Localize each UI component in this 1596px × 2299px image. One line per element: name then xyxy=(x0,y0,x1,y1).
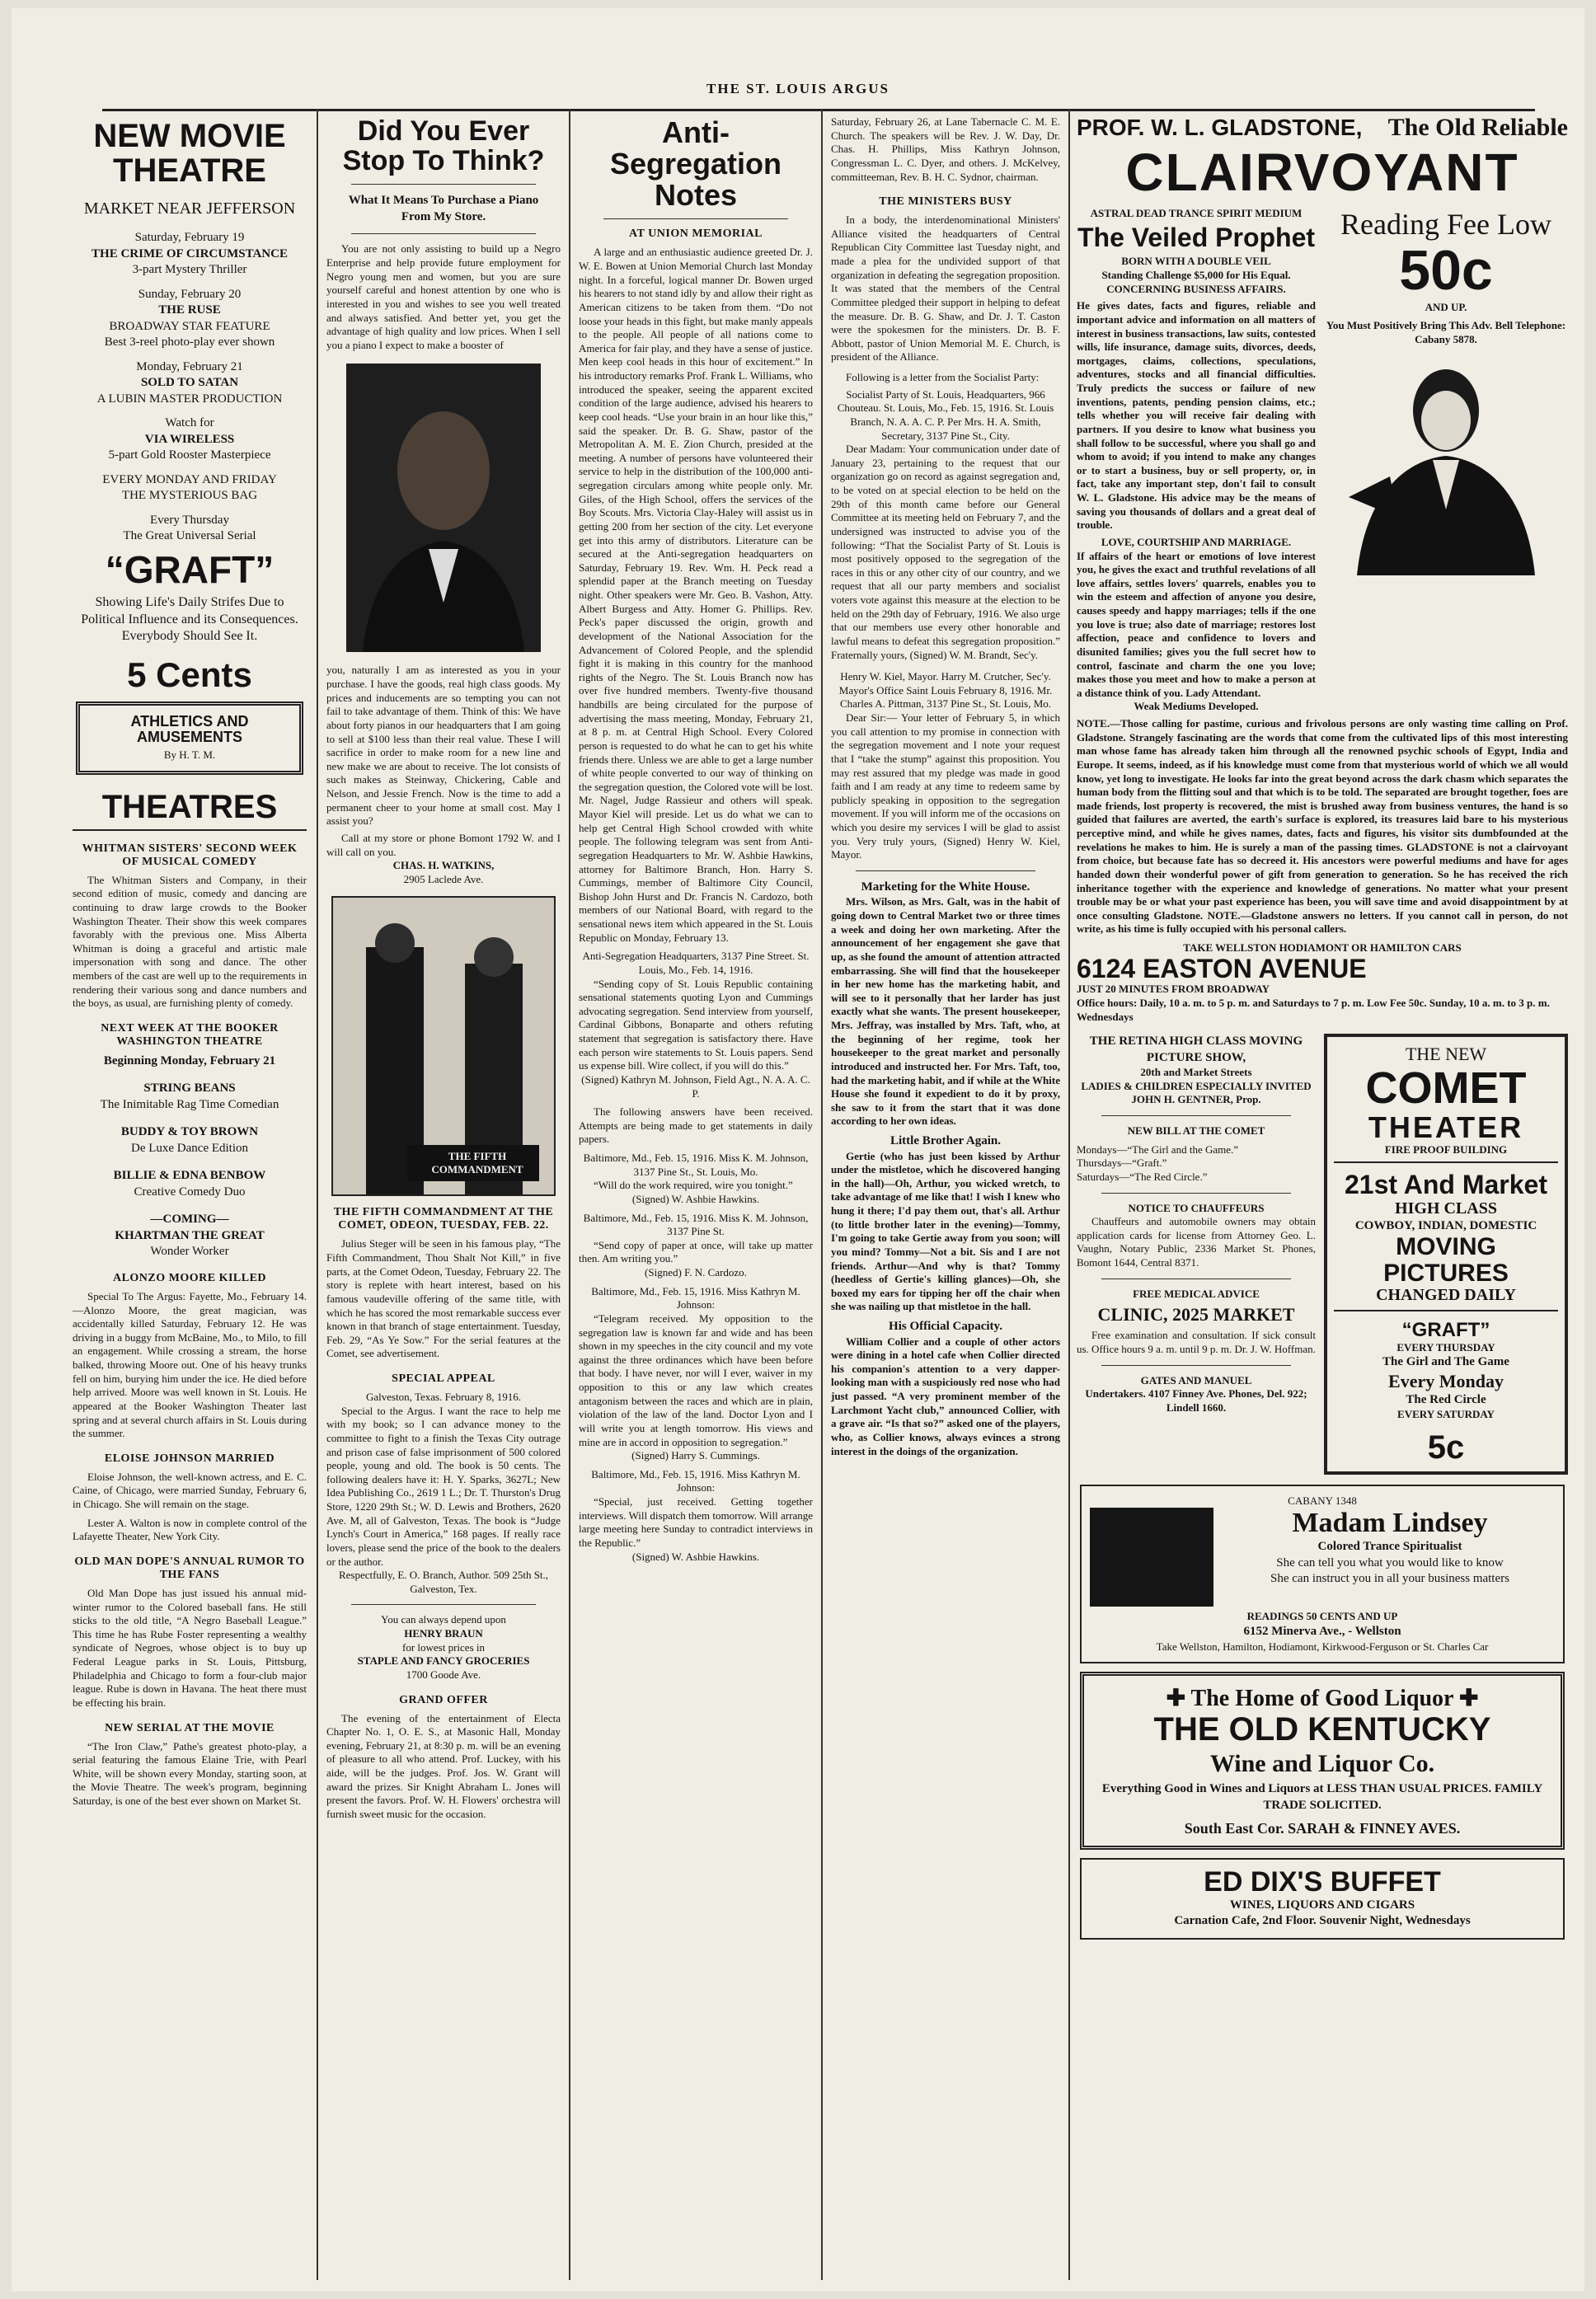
khartman-desc: Wonder Worker xyxy=(150,1245,229,1259)
newspaper-page xyxy=(12,8,1584,2292)
program-date: Sunday, February 20 xyxy=(138,287,242,301)
program-date: Monday, February 21 xyxy=(136,359,243,373)
lower-ads xyxy=(1077,1034,1568,1475)
appeal-dateline: Galveston, Texas. February 8, 1916. xyxy=(365,1391,522,1403)
challenge: Standing Challenge $5,000 for His Equal. CONCERNING BUSINESS AFFAIRS. xyxy=(1101,269,1291,295)
reading-fee-label: Reading Fee Low xyxy=(1340,208,1551,242)
coming-label: —COMING— xyxy=(150,1213,229,1227)
serial-line: The Great Universal Serial xyxy=(123,529,256,542)
reply-body: “Send copy of paper at once, will take up matter then. Am writing you.” xyxy=(579,1238,813,1265)
hq-line: Anti-Segregation Headquarters, 3137 Pine Street. St. Louis, Mo., Feb. 14, 1916. xyxy=(582,950,810,976)
ed-dix-ad xyxy=(1080,1858,1565,1940)
gladstone-portrait xyxy=(1340,353,1568,579)
next-week-date: Beginning Monday, February 21 xyxy=(103,1053,276,1067)
alonzo-body: Special To The Argus: Fayette, Mo., February 14.—Alonzo Moore, the great magician, was accidentally killed Saturday, February 12. He was driving in a buggy from McBaine, Mo., to Milo, to fill an engagement. While crossing a stream, the horse balked, throwing Moore out. One of his heavy trunks fell on him, burying him under the ice. He died before help arrived. Moore was well known in St. Louis. He appeared at the Booker Washington Theater last spring and at several church affairs in St. Louis during the summer. xyxy=(73,1289,307,1440)
comet-every-monday: Every Monday xyxy=(1388,1370,1504,1391)
clinic-body: Free examination and consultation. If sick consult us. Office hours 9 a. m. until 9 p. m. Dr. J. W. Hoffman. xyxy=(1077,1329,1316,1355)
grand-offer-heading: GRAND OFFER xyxy=(399,1693,488,1706)
kentucky-everything: Everything Good in Wines and Liquors at LESS THAN USUAL PRICES. FAMILY TRADE SOLICITED. xyxy=(1101,1782,1543,1812)
ministers-body: In a body, the interdenominational Ministers' Alliance visited the headquarters of Central Republican City Committee last Tuesday night, and made a plea for the undivided support of that organization in defeating the segregation proposition. It was stated that the members of the Central Committee pledged their support in helping to defeat the measure. Dr. B. G. Shaw, and Dr. J. T. Caston were the spokesmen for the ministers. Dr. B. F. Abbott, pastor of Union Memorial M. E. Church, is president of the Alliance. xyxy=(831,213,1060,364)
comet-name: COMET xyxy=(1365,1063,1527,1114)
piano-ad-body-1: You are not only assisting to build up a Negro Enterprise and help provide future employment for Negro young men and women, but you are sure yourself careful and honest attention by one who is interested in you and wishes to see you well treated and always satisfied. And better yet, you get the advantage of high quality and low prices. When I sell you a piano I expect to make a booster of xyxy=(326,242,561,351)
astral-line: ASTRAL DEAD TRANCE SPIRIT MEDIUM xyxy=(1090,207,1303,220)
comet-theater-ad xyxy=(1324,1034,1568,1475)
program-note: BROADWAY STAR FEATURE xyxy=(109,319,270,333)
column-2 xyxy=(320,109,567,2280)
comet-changed: CHANGED DAILY xyxy=(1334,1286,1558,1311)
whitman-body: The Whitman Sisters and Company, in their second edition of music, comedy and dancing are continuing to draw large crowds to the Booker Washington Theater. Their show this week compares favorably with the previous one. Miss Alberta Whitman is doing a graceful and artistic male impersonation with song and dance. The other members of the cast are well up to the requirements in rendering their various song and dance numbers and the boys, as usual, are furnishing plenty of comedy. xyxy=(73,873,307,1010)
eloise-heading: ELOISE JOHNSON MARRIED xyxy=(104,1452,275,1465)
comet-theater-word: THEATER xyxy=(1368,1110,1524,1144)
veiled-prophet: The Veiled Prophet xyxy=(1077,222,1316,252)
letter-head: Socialist Party of St. Louis, Headquarters, 966 Chouteau. St. Louis, Mo., Feb. 15, 1916. St. Louis Branch, N. A. A. C. P. Per Mrs. H. A. Smith, Secretary, 3137 Pine St., City. xyxy=(837,387,1054,442)
anti-segregation-title: Anti-Segregation Notes xyxy=(609,115,782,212)
athletics-byline: By H. T. M. xyxy=(163,748,216,762)
braun-line-2: HENRY BRAUN xyxy=(404,1627,483,1640)
movie-theatre-title: NEW MOVIE THEATRE xyxy=(93,118,286,189)
comet-high-class: HIGH CLASS xyxy=(1395,1199,1497,1218)
act-item xyxy=(73,1168,307,1200)
program-note: A LUBIN MASTER PRODUCTION xyxy=(96,392,283,406)
column-rule xyxy=(569,109,570,2280)
portrait-illustration xyxy=(346,364,541,652)
old-reliable: The Old Reliable xyxy=(1387,114,1568,141)
program-item xyxy=(73,359,307,408)
letter-body: Dear Madam: Your communication under date of January 23, pertaining to the request that our organization go on record as against segregation and, to be voted on at special election to be held on the 29th of this month came before our General Committee at its meeting held on February 7, and the undersigned was instructed to advise you of the following: “That the Socialist Party of St. Louis is most positively opposed to the segregation of the races in this or any other city of our country, and we request that all our party members and socialist voters vote against this measure at the election to be held on the 29th day of February, 1916. We also urge that our members use every other honorable and lawful means to defeat this segregation proposition.” Fraternally yours, (Signed) W. M. Brandt, Sec'y. xyxy=(831,443,1060,661)
act-name: BUDDY & TOY BROWN xyxy=(120,1125,259,1139)
letter-intro: Following is a letter from the Socialist Party: xyxy=(846,371,1040,383)
comet-corner: 21st And Market xyxy=(1345,1170,1547,1200)
athletics-box xyxy=(76,701,303,774)
meeting-intro: Saturday, February 26, at Lane Tabernacle C. M. E. Church. The speakers will be Rev. J. W. Day, Dr. Chas. H. Phillips, Miss Kathryn Johnson, Congressman L. C. Dyer, and others. J. McKelvey, committeeman, Rev. B. H. C. Sydnor, chairman. xyxy=(831,115,1060,183)
anti-segregation-body: A large and an enthusiastic audience greeted Dr. J. W. E. Bowen at Union Memorial Church last Monday night. In a forceful, logical manner Dr. Bowen urged his hearers to not stand idly by and allow their right as American citizens to be taken from them. “Do not loose your heads in this fight, but make manly appeals to the people. All people of all nations come to America for fair play, and they have a sense of justice. Men keep cool heads in this hour of excitement.” In his introductory remarks Prof. Frank L. Williams, who introduced the speaker, seeing the apparent excited condition of the large audience, advised his hearers to keep cool heads. “Use your brain in an hour like this,” said the speaker. Dr. B. G. Shaw, pastor of the Metropolitan A. M. E. Zion Church, presided at the meeting. A number of persons have volunteered their service to help in the distribution of the 100,000 anti-segregation circulars among white people only. Mr. Giles, of the High School, offers the services of the Boy Scouts. Mrs. Victoria Clay-Haley will assist us in getting 200 from her section of the city. Let everyone get into this army of distributors. Literature can be secured at the Anti-segregation headquarters on Saturday, February 19. Rev. Wm. H. Peck read a splendid paper at the Branch meeting on Tuesday night. Other speakers were Mr. Geo. B. Vashon, Atty. Albert Burgess and Atty. Homer G. Phillips. Rev. Peck's paper discussed the origin, growth and development of the National Association for the Advancement of Colored People, and the splendid fight it is making in this country for the manhood rights of the Negro. The St. Louis Branch now has over five hundred members. Twenty-five thousand handbills are being circulated for the purpose of advertising the mass meeting, Monday, February 21, at 8 p. m. at Central High School. Every Colored person is requested to do what he can to get his white friends there. Unless we are able to get a large number of white people converted to our way of thinking on the segregation question, the Colored vote will be lost. Mr. Nagel, Judge Rassieur and others will speak. Mayor Kiel will preside. Let us do what we can to help get Central High School crowded with white people. The following telegram was sent from Anti-segregation Headquarters to Mr. W. Ashbie Hawkins, attorney for Baltimore Branch, Hon. Harry S. Cummings, member of Baltimore City Council, Bishop John Hurst and Dr. Francis N. Cardozo, both members of our National Board, with regard to the sensational news item which appeared in the St. Louis Republic on Monday, February 13. xyxy=(579,246,813,944)
program-item xyxy=(73,287,307,351)
reply-body: “Special, just received. Getting together interviews. Will dispatch them tomorrow. Will arrange large meeting here Sunday to contradict interviews in the Republic.” xyxy=(579,1495,813,1549)
act-desc: Creative Comedy Duo xyxy=(134,1185,246,1199)
act-name: STRING BEANS xyxy=(143,1081,236,1096)
theatres-heading: THEATRES xyxy=(73,790,307,831)
dix-wines: WINES, LIQUORS AND CIGARS xyxy=(1229,1898,1415,1912)
reply-head: Baltimore, Md., Feb. 15, 1916. Miss Kathryn M. Johnson: xyxy=(591,1467,800,1494)
reply-item xyxy=(579,1212,813,1280)
dix-name: ED DIX'S BUFFET xyxy=(1204,1866,1441,1898)
clairvoyant-header xyxy=(1077,114,1568,142)
reply-head: Baltimore, Md., Feb. 15, 1916. Miss K. M. Johnson, 3137 Pine St., St. Louis, Mo. xyxy=(583,1152,809,1178)
divider xyxy=(351,184,536,185)
clairvoyant-right xyxy=(1324,207,1568,714)
telegram-text: “Sending copy of St. Louis Republic containing sensational statements quoting Lyon and Cummings advocating segregation. Send interview from yourself, Cardinal Gibbons, Bonaparte and others refuting statement that segregation is satisfactory there. Have each person wire statements to St. Louis papers. Send us expense bill. Wire collect, if you will do this.” xyxy=(579,977,813,1072)
clairvoyant-top xyxy=(1077,207,1568,714)
comet-graft: “GRAFT” xyxy=(1401,1319,1490,1342)
born-veil: BORN WITH A DOUBLE VEIL xyxy=(1121,255,1271,268)
program-title: THE CRIME OF CIRCUMSTANCE xyxy=(92,246,288,260)
program-date: Watch for xyxy=(165,416,214,429)
price: 5 Cents xyxy=(127,655,252,695)
comet-girl-game: The Girl and The Game xyxy=(1382,1355,1509,1369)
divider xyxy=(1101,1193,1291,1194)
eloise-body: Eloise Johnson, the well-known actress, and E. C. Caine, of Chicago, were married Sunday, February 6, in Chicago. She will remain on the stage. xyxy=(73,1470,307,1511)
mayor-letter-head: Henry W. Kiel, Mayor. Harry M. Crutcher, Sec'y. Mayor's Office Saint Louis February 8, 1916. Mr. Charles A. Pittman, 3137 Pine St., St. Louis, Mo. xyxy=(838,670,1053,711)
braun-line-5: 1700 Goode Ave. xyxy=(406,1668,481,1681)
lester-body: Lester A. Walton is now in complete control of the Lafayette Theater, New York City. xyxy=(73,1516,307,1543)
column-rule xyxy=(821,109,823,2280)
column-rule xyxy=(317,109,318,2280)
graft-title: “GRAFT” xyxy=(105,547,275,591)
reply-item xyxy=(579,1468,813,1564)
clairvoyant-left xyxy=(1077,207,1316,714)
mayor-letter-body: Dear Sir:— Your letter of February 5, in which you call attention to my promise in connection with the segregation movement and I note your request that I “take the stump” against this proposition. You may rest assured that my pledge was made in good faith and I am ready at any time to redeem same by publicly speaking in opposition to the segregation movement. If you will inform me of the occasions on which you desire my services I will be glad to assist you. Very truly yours, (Signed) Henry W. Kiel, Mayor. xyxy=(831,711,1060,861)
office-hours: Office hours: Daily, 10 a. m. to 5 p. m. and Saturdays to 7 p. m. Low Fee 50c. Sunday, 10 a. m. to 3 p. m. Wednesdays xyxy=(1077,996,1550,1023)
comet-moving-pictures: MOVING PICTURES xyxy=(1383,1233,1509,1287)
program-extra: Best 3-reel photo-play ever shown xyxy=(104,335,275,349)
official-body: William Collier and a couple of other actors were dining in a hotel cafe when Collier directed his companion's attention to a very dapper-looking man with a suspiciously red nose who had just passed. “A very prominent member of the Larchmont Yacht club,” announced Collier, with a grave air. “Is that so?” asked one of the players, who, as Collier knows, always evinces a strong interest in the doings of the organization. xyxy=(831,1335,1060,1457)
dix-cafe: Carnation Cafe, 2nd Floor. Souvenir Night, Wednesdays xyxy=(1174,1914,1471,1928)
clairvoyant-title: CLAIRVOYANT xyxy=(1125,143,1519,202)
bring-ad: You Must Positively Bring This Adv. Bell Telephone: Cabany 5878. xyxy=(1326,319,1566,345)
ministers-heading: THE MINISTERS BUSY xyxy=(879,195,1012,209)
kentucky-wine: Wine and Liquor Co. xyxy=(1209,1750,1435,1778)
column-rule xyxy=(1068,109,1070,2280)
reply-body: “Telegram received. My opposition to the segregation law is known far and wide and has been shown in my speeches in the city council and my vote against the three ordinances which have been before that body. I have never, nor will I ever, waiver in my opposition to this or any law which creates antagonism between the races and which are in plain, violation of the law of the land. Doctor Lyon and I will write you at length tomorrow. His views and mine are in accord in opposition to segregation.” xyxy=(579,1311,813,1448)
program-title: VIA WIRELESS xyxy=(144,432,235,446)
take-cars: TAKE WELLSTON HODIAMONT OR HAMILTON CARS xyxy=(1183,941,1462,955)
comet-fireproof: FIRE PROOF BUILDING xyxy=(1334,1143,1558,1164)
comet-the-new: THE NEW xyxy=(1405,1044,1487,1065)
lindsey-photo xyxy=(1090,1508,1213,1607)
kentucky-corner: South East Cor. SARAH & FINNEY AVES. xyxy=(1184,1820,1461,1837)
reply-item xyxy=(579,1152,813,1207)
lower-left-ads xyxy=(1077,1034,1316,1475)
union-memorial-heading: AT UNION MEMORIAL xyxy=(629,228,763,241)
reading-fee: 50c xyxy=(1399,239,1493,303)
act-desc: The Inimitable Rag Time Comedian xyxy=(100,1097,279,1111)
serial-heading: NEW SERIAL AT THE MOVIE xyxy=(105,1721,275,1734)
dope-body: Old Man Dope has just issued his annual mid-winter rumor to the Colored baseball fans. He still sticks to the old title, “A Negro Baseball League.” This time he has Rube Foster representing a wealthy syndicate of Negroes, whose object is to buy up Federal League parks in St. Louis, Pittsburg, Philadelphia and Chicago to form a four-club major league. Rube is down in Havana. The heat there must be effecting his brain. xyxy=(73,1586,307,1709)
comet-bill-item: Saturdays—“The Red Circle.” xyxy=(1077,1170,1208,1183)
act-desc: De Luxe Dance Edition xyxy=(130,1141,249,1155)
lindsey-line-2: She can instruct you in all your business matters xyxy=(1270,1572,1509,1586)
braun-line-3: for lowest prices in xyxy=(401,1640,485,1654)
lindsey-line-1: She can tell you what you would like to know xyxy=(1276,1555,1504,1569)
clairvoyant-body-2: NOTE.—Those calling for pastime, curious and frivolous persons are only wasting time calling on Prof. Gladstone. Strangely fascinating are the words that come from the cultivated lips of this most interesting man whose fame has already taken him through all the renowned psychic schools of Egypt, India and Europe. It seems, indeed, as if his knowledge must come from that mysterious world of which we all would know, yet long to investigate. He looks far into the great beyond across the dark chasm which separates the human body from the flitting soul and that which is to be told. The separated are brought together, foes are made friends, lost property is recovered, the mist is brushed away from business ventures, the hand is so guided that failures are averted, the earth's surface is explored, its treasures laid bare to his mysterious perceptive mind, and while he gives names, dates, facts and figures, his visitor sits dumbfounded at the revelations he makes to him. He is surely a man of the passing times. GLADSTONE is not a clairvoyant from choice, but because fate has so decreed it. His ancestors were powerful mediums and have for ages handed down their wonderful power of gift from generation to generation. So he has received the rich inheritance together with the experience and knowledge of generations. No matter what your present trouble may be or what your past experience has been, you will save time and avoid disappointment by at once consulting Gladstone. NOTE.—Gladstone answers no letters. If you cannot call in person, do not write, as his time is fully occupied with his personal callers. xyxy=(1077,717,1568,936)
retina-ladies: LADIES & CHILDREN ESPECIALLY INVITED xyxy=(1081,1079,1312,1092)
piano-ad-address: 2905 Laclede Ave. xyxy=(403,872,484,885)
graft-description: Showing Life's Daily Strifes Due to Political Influence and its Consequences. Everybody Should See It. xyxy=(81,594,298,644)
comet-genres: COWBOY, INDIAN, DOMESTIC xyxy=(1354,1218,1537,1232)
lindsey-name: Madam Lindsey xyxy=(1292,1508,1488,1539)
comet-price: 5c xyxy=(1427,1429,1465,1466)
kentucky-name: THE OLD KENTUCKY xyxy=(1153,1711,1491,1748)
comet-bill-item: Thursdays—“Graft.” xyxy=(1077,1157,1167,1170)
lindsey-cars: Take Wellston, Hamilton, Hodiamont, Kirkwood-Ferguson or St. Charles Car xyxy=(1156,1640,1489,1653)
appeal-signature: Respectfully, E. O. Branch, Author. 509 25th St., Galveston, Tex. xyxy=(338,1569,549,1595)
answers-intro: The following answers have been received. Attempts are being made to get statements in daily papers. xyxy=(579,1105,813,1146)
act-name: BILLIE & EDNA BENBOW xyxy=(113,1169,266,1183)
film-still-caption: THE FIFTH COMMANDMENT xyxy=(431,1150,523,1175)
program-title: THE RUSE xyxy=(158,303,221,317)
fifth-commandment-heading: THE FIFTH COMMANDMENT AT THE COMET, ODEON, TUESDAY, FEB. 22. xyxy=(333,1206,554,1232)
reply-sign: (Signed) Harry S. Cummings. xyxy=(631,1449,760,1462)
reply-body: “Will do the work required, wire you tonight.” xyxy=(594,1179,793,1192)
reply-sign: (Signed) W. Ashbie Hawkins. xyxy=(631,1550,760,1563)
program-date: Saturday, February 19 xyxy=(134,231,245,244)
brother-heading: Little Brother Again. xyxy=(890,1134,1002,1147)
next-week-heading: NEXT WEEK AT THE BOOKER WASHINGTON THEATRE xyxy=(101,1021,279,1048)
and-up: AND UP. xyxy=(1425,300,1467,313)
portrait-photo xyxy=(346,364,541,652)
clinic-heading: CLINIC, 2025 MARKET xyxy=(1097,1304,1295,1325)
grand-offer-body: The evening of the entertainment of Electa Chapter No. 1, O. E. S., at Masonic Hall, Monday evening, February 21, at 8:30 p. m. will be an evening of pleasure to all who attend. Prof. Luckey, with his aide, will be the judges. Prof. Jos. W. Grant will award the prizes. Sir Knight Abraham L. Jones will present the favors. Prof. W. H. Flowers' orchestra will furnish sweet music for the occasion. xyxy=(326,1711,561,1820)
column-3 xyxy=(572,109,819,2280)
lindsey-title: Colored Trance Spiritualist xyxy=(1317,1540,1462,1554)
appeal-heading: SPECIAL APPEAL xyxy=(392,1372,495,1385)
film-still-photo xyxy=(331,896,556,1196)
old-kentucky-ad xyxy=(1080,1672,1565,1850)
love-heading: LOVE, COURTSHIP AND MARRIAGE. xyxy=(1101,535,1292,548)
comet-bill-item: Mondays—“The Girl and the Game.” xyxy=(1077,1142,1239,1156)
divider xyxy=(1101,1365,1291,1366)
comet-red-circle: The Red Circle xyxy=(1406,1392,1486,1406)
piano-ad-body-2: you, naturally I am as interested as you in your purchase. I have the goods, real high class goods. My prices and inducements are so tempting you can not fail to take advantage of them. Think of this: We have about forty pianos in our headquarters that I am going to sell at $100 less than their real value. These I will sacrifice in order to make room for a new line and new make we are about to receive. The lot consists of such makes as Steinway, Chickering, Cable and Nelson, and Jessie French. Now is the time to add a permanent cheer to your home at small cost. May I assist you? xyxy=(326,664,561,828)
reply-sign: (Signed) F. N. Cardozo. xyxy=(645,1266,747,1279)
masthead-title: THE ST. LOUIS ARGUS xyxy=(706,81,890,96)
braun-line-1: You can always depend upon xyxy=(381,1613,506,1626)
love-body: If affairs of the heart or emotions of love interest you, he gives the exact and truthful revelations of all love affairs, settles lovers' quarrels, enables you to win the esteem and affection of anyone you desire, causes speedy and happy marriages; tells if the one you love is true; also date of marriage; restores lost affection, peace and confidence to lovers and disunited families; gives you the full secret how to control, fascinate and charm the one you love; makes those you meet and how to make a person at a distance think of you. Lady Attendant. xyxy=(1077,549,1316,699)
clairvoyant-address: 6124 EASTON AVENUE xyxy=(1077,953,1367,983)
act-item xyxy=(73,1081,307,1113)
comet-every-saturday: EVERY SATURDAY xyxy=(1397,1408,1495,1421)
reply-sign: (Signed) W. Ashbie Hawkins. xyxy=(631,1192,760,1205)
serial-body: “The Iron Claw,” Pathe's greatest photo-play, a serial featuring the famous Elaine Trie, with Pearl White, will be shown every Monday, starting soon, at the Movie Theatre. The week's program, beginning Saturday, is one of the best ever shown on Market St. xyxy=(73,1739,307,1808)
divider xyxy=(351,1604,536,1605)
chauffeurs-body: Chauffeurs and automobile owners may obtain application cards for license from Attorney Geo. L. Vaughn, Notary Public, 2336 Market St. Phones, Bomont 1644, Central 8371. xyxy=(1077,1215,1316,1269)
program-item xyxy=(73,415,307,464)
lindsey-fee: READINGS 50 CENTS AND UP xyxy=(1246,1610,1398,1623)
lindsey-address: 6152 Minerva Ave., - Wellston xyxy=(1243,1625,1401,1639)
address-sub: JUST 20 MINUTES FROM BROADWAY xyxy=(1077,983,1270,996)
masthead xyxy=(12,8,1584,96)
whitman-heading: WHITMAN SISTERS' SECOND WEEK OF MUSICAL COMEDY xyxy=(82,842,298,868)
weak-mediums: Weak Mediums Developed. xyxy=(1134,700,1259,713)
piano-ad-subtitle: What It Means To Purchase a Piano From My Store. xyxy=(348,194,539,223)
madam-lindsey-ad xyxy=(1080,1485,1565,1663)
divider xyxy=(351,233,536,234)
comet-bill-heading: NEW BILL AT THE COMET xyxy=(1127,1124,1265,1137)
piano-ad-signer: CHAS. H. WATKINS, xyxy=(392,859,495,872)
column-1 xyxy=(66,109,313,2280)
retina-address: 20th and Market Streets xyxy=(1140,1066,1252,1079)
prof-name: PROF. W. L. GLADSTONE, xyxy=(1077,115,1363,140)
piano-ad-title: Did You Ever Stop To Think? xyxy=(342,115,545,176)
athletics-title: ATHLETICS AND AMUSEMENTS xyxy=(130,713,249,746)
mystery-bag: THE MYSTERIOUS BAG xyxy=(121,489,258,502)
program-note: 3-part Mystery Thriller xyxy=(132,263,247,276)
reply-head: Baltimore, Md., Feb. 15, 1916. Miss Kathryn M. Johnson: xyxy=(591,1284,800,1311)
program-item xyxy=(73,230,307,279)
clairvoyant-body-1: He gives dates, facts and figures, reliable and important advice and information on all matters of interest in business transactions, law suits, contested wills, life insurance, damage suits, divorces, deeds, mortgages, claims, collections, speculations, adventures, stocks and all financial difficulties. Truly predicts the success or failure of new inventions, patents, pending pension claims, etc.; tells whether you will receive fair dealing with partners. If you desire to know what business you shall follow to be successful, where you shall go and whom to avoid; if you intend to make any changes or to start a business, buy or sell property, or, in fact, take any important step, don't fail to consult W. L. Gladstone. His advice may be the means of saving you thousands of dollars and a great deal of trouble. xyxy=(1077,299,1316,532)
lindsey-phone: CABANY 1348 xyxy=(1288,1494,1357,1507)
piano-ad-call: Call at my store or phone Bomont 1792 W. and I will call on you. xyxy=(326,831,561,858)
lindsey-text xyxy=(1225,1508,1555,1588)
alonzo-heading: ALONZO MOORE KILLED xyxy=(112,1271,267,1284)
comet-graft-day: EVERY THURSDAY xyxy=(1396,1340,1495,1354)
theatre-location: MARKET NEAR JEFFERSON xyxy=(83,199,296,218)
fifth-commandment-body: Julius Steger will be seen in his famous play, “The Fifth Commandment, Thou Shalt Not Kill,” in five parts, at the Comet Odeon, Tuesday, February 22. The story is replete with heart interest, based on his famous vaudeville offering of the same title, with which he has scored the most remarkable success ever known in that branch of stage entertainment. Tuesday, Feb. 29, “As Ye Sow.” For the serial features at the Comet, see advertisement. xyxy=(326,1237,561,1360)
gladstone-illustration xyxy=(1340,353,1551,575)
program-title: SOLD TO SATAN xyxy=(140,376,239,389)
marketing-heading: Marketing for the White House. xyxy=(861,880,1030,894)
column-5 xyxy=(1072,109,1573,2280)
every-monday: EVERY MONDAY AND FRIDAY xyxy=(102,472,277,486)
retina-proprietor: JOHN H. GENTNER, Prop. xyxy=(1131,1093,1261,1106)
gates-heading: GATES AND MANUEL xyxy=(1140,1373,1252,1386)
official-heading: His Official Capacity. xyxy=(889,1320,1002,1333)
divider xyxy=(1101,1115,1291,1116)
appeal-body: Special to the Argus. I want the race to help me with my book; so I can advance money to the committee to fight to a finish the Texas City outrage and prison case of false imprisonment of 500 colored people, young and old. The book is 50 cents. The following dealers have it: H. Y. Sparks, 3627L; New Idea Publishing Co., 2619 1 L.; Dr. T. Thurston's Drug Store, 1220 29th St.; W. D. Lewis and Brothers, 2620 Ave. M, all of Galveston, Texas. The book is “Judge Lynch's Court in America,” 168 pages. If really race lovers, please send the price of the book to the dealers or the author. xyxy=(326,1404,561,1568)
marketing-body: Mrs. Wilson, as Mrs. Galt, was in the habit of going down to Central Market two or three times a week and doing her own marketing. After the announcement of her engagement she gave that up, as she found the amount of attention attracted embarrassing. She will find that the housekeeper in her new home has the marketing habit, and will see to it personally that her larder has just exactly what she wants. The present housekeeper, Mrs. Jeffray, was installed by Mrs. Taft, who, at the beginning of her regime, took her housekeeper to the great market and personally introduced and instructed her. For Mrs. Taft, too, had the marketing habit, and if while at the White House she found it expedient to do it by proxy, she saw to it from the start that it was done according to her own ideas. xyxy=(831,895,1060,1128)
kentucky-home-text: The Home of Good Liquor xyxy=(1190,1686,1453,1712)
telegram-signature: (Signed) Kathryn M. Johnson, Field Agt., N. A. A. C. P. xyxy=(581,1072,810,1100)
program-note: 5-part Gold Rooster Masterpiece xyxy=(108,448,271,462)
column-4 xyxy=(824,109,1067,2280)
lindsey-content xyxy=(1090,1508,1555,1607)
kentucky-home: ✚ The Home of Good Liquor ✚ xyxy=(1166,1686,1479,1712)
medical-advice-heading: FREE MEDICAL ADVICE xyxy=(1133,1287,1260,1300)
brother-body: Gertie (who has just been kissed by Arthur under the mistletoe, which he discovered hanging in the hall)—Oh, Arthur, you wicked wretch, to take advantage of me like that! I wish I knew who hung it there; I'd pay them out, that's all. Arthur (to little brother later in the evening)—Tommy, I'm going to take Gertie away from you soon; will you mind? Tommy—Not a bit. Sis and I are not friends. Arthur—And why is that? Tommy (heedless of Gertie's killing glances)—Oh, she boxed my ears for tipping her off the chair when she was nailing up that mistletoe in the hall. xyxy=(831,1149,1060,1313)
gates-body: Undertakers. 4107 Finney Ave. Phones, Del. 922; Lindell 1660. xyxy=(1085,1387,1307,1414)
divider xyxy=(603,218,788,219)
chauffeurs-heading: NOTICE TO CHAUFFEURS xyxy=(1128,1201,1265,1214)
reply-head: Baltimore, Md., Feb. 15, 1916. Miss K. M. Johnson, 3137 Pine St. xyxy=(583,1211,809,1238)
dope-heading: OLD MAN DOPE'S ANNUAL RUMOR TO THE FANS xyxy=(74,1555,305,1581)
khartman-name: KHARTMAN THE GREAT xyxy=(115,1228,265,1242)
divider xyxy=(856,870,1035,871)
reply-item xyxy=(579,1285,813,1463)
every-thursday: Every Thursday xyxy=(150,513,229,527)
retina-heading: THE RETINA HIGH CLASS MOVING PICTURE SHOW, xyxy=(1089,1035,1303,1064)
act-item xyxy=(73,1124,307,1157)
braun-line-4: STAPLE AND FANCY GROCERIES xyxy=(357,1654,530,1668)
